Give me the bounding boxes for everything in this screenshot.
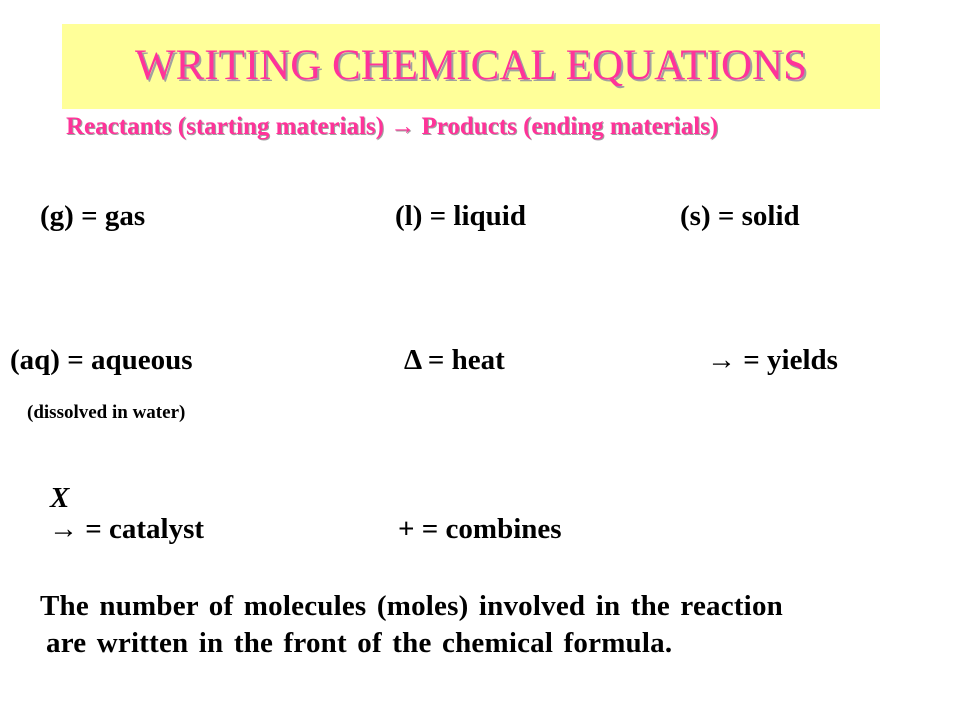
symbol-yields: → = yields: [707, 344, 838, 376]
symbol-catalyst: → = catalyst: [49, 513, 205, 545]
slide-title: WRITING CHEMICAL EQUATIONS: [134, 42, 807, 89]
catalyst-x-mark: X: [50, 482, 70, 514]
aqueous-note: (dissolved in water): [27, 402, 186, 423]
paragraph-line-2: are written in the front of the chemical formula.: [46, 627, 673, 659]
slide-subtitle: Reactants (starting materials) → Products (ending materials): [66, 113, 719, 140]
state-aqueous: (aq) = aqueous: [10, 344, 193, 376]
symbol-combines: + = combines: [398, 513, 562, 545]
state-solid: (s) = solid: [680, 200, 800, 232]
symbol-heat: Δ = heat: [404, 344, 505, 376]
state-gas: (g) = gas: [40, 200, 146, 232]
state-liquid: (l) = liquid: [395, 200, 526, 232]
paragraph-line-1: The number of molecules (moles) involved in the reaction: [40, 590, 783, 622]
